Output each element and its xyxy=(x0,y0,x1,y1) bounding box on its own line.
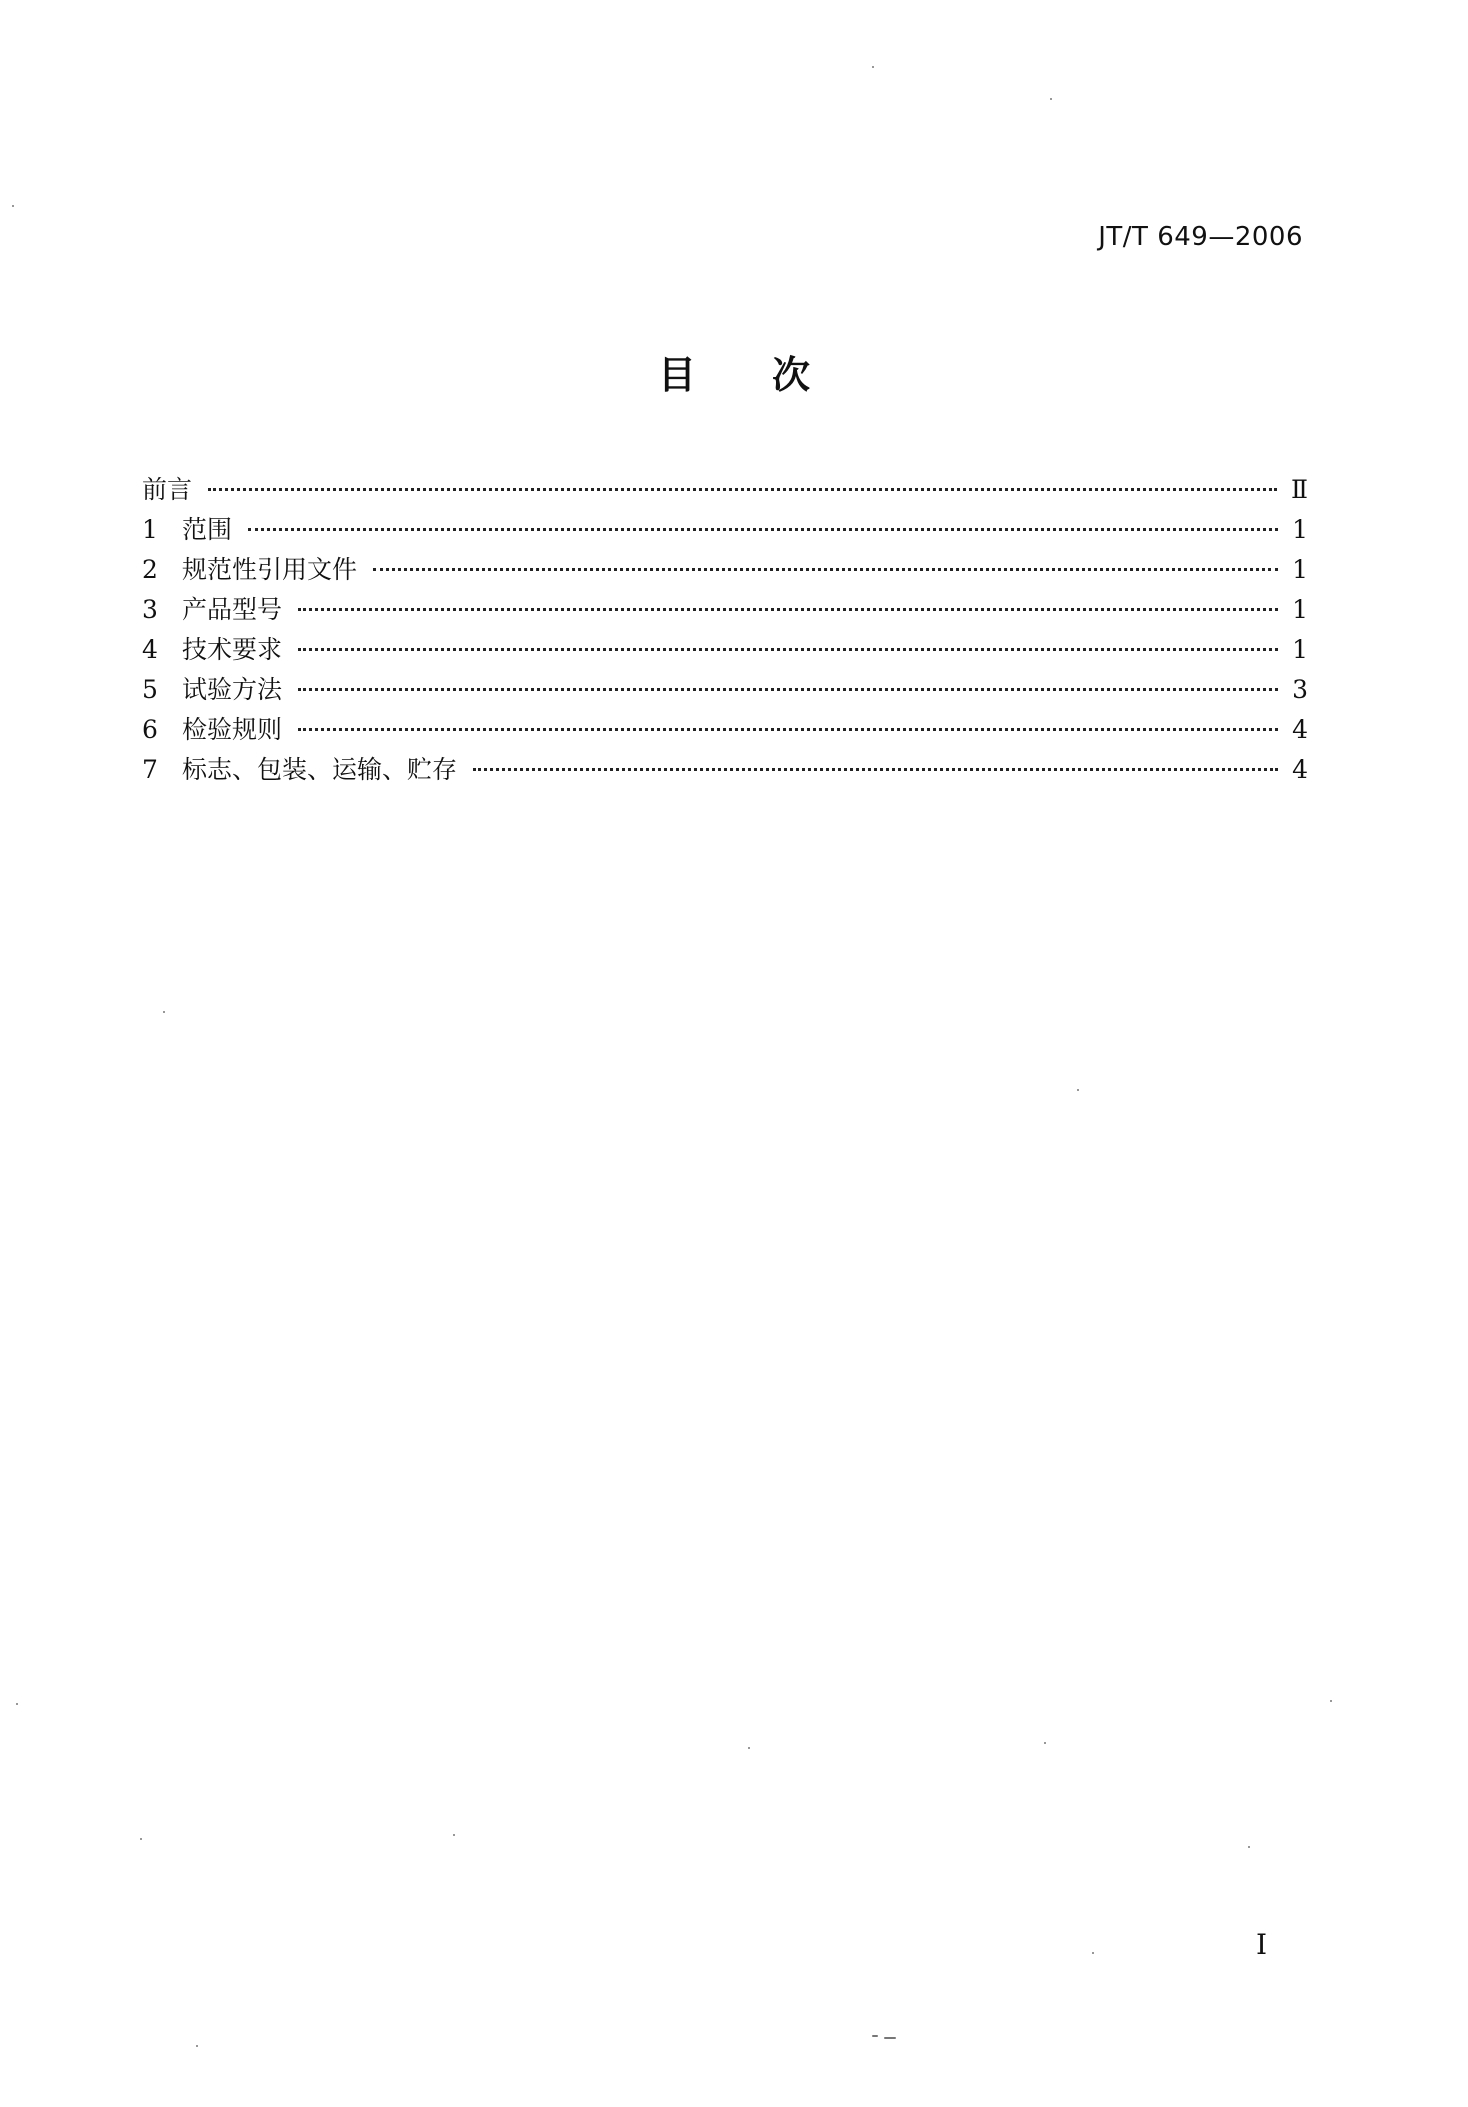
toc-entry-marking-packaging[interactable] xyxy=(142,750,1308,790)
toc-entry-number: 5 xyxy=(142,675,158,704)
toc-entry-label: 试验方法 xyxy=(182,675,283,704)
toc-entry-label: 检验规则 xyxy=(182,715,283,744)
toc-entry-label: 规范性引用文件 xyxy=(182,555,358,584)
toc-entry-page: 3 xyxy=(1292,675,1308,704)
table-of-contents xyxy=(142,470,1308,790)
scan-speck xyxy=(872,2035,878,2037)
scan-speck xyxy=(1330,1700,1332,1702)
toc-title-char: 目 xyxy=(657,353,696,397)
toc-entry-label: 范围 xyxy=(182,515,233,544)
toc-leader-dots xyxy=(248,528,1278,531)
toc-entry-product-model[interactable] xyxy=(142,590,1308,630)
scan-speck xyxy=(196,2045,198,2047)
toc-title-char: 次 xyxy=(772,353,811,397)
toc-entry-technical-requirements[interactable] xyxy=(142,630,1308,670)
scan-speck xyxy=(748,1747,750,1749)
standard-code: JT/T 649—2006 xyxy=(1098,222,1303,252)
toc-entry-number: 7 xyxy=(142,755,158,784)
toc-entry-test-methods[interactable] xyxy=(142,670,1308,710)
scan-speck xyxy=(884,2037,896,2039)
toc-entry-label: 技术要求 xyxy=(182,635,283,664)
toc-entry-foreword[interactable] xyxy=(142,470,1308,510)
toc-entry-number: 6 xyxy=(142,715,158,744)
toc-entry-inspection-rules[interactable] xyxy=(142,710,1308,750)
toc-leader-dots xyxy=(298,688,1278,691)
scan-speck xyxy=(12,205,14,207)
toc-leader-dots xyxy=(373,568,1278,571)
toc-entry-page: 1 xyxy=(1292,555,1308,584)
scan-speck xyxy=(1050,98,1052,100)
toc-entry-page: Ⅱ xyxy=(1291,475,1308,504)
scan-speck xyxy=(140,1838,142,1840)
toc-leader-dots xyxy=(298,648,1278,651)
scan-speck xyxy=(1248,1846,1250,1848)
toc-entry-number: 1 xyxy=(142,515,158,544)
toc-leader-dots xyxy=(473,768,1278,771)
page-number: Ⅰ xyxy=(1256,1928,1268,1961)
scan-speck xyxy=(1077,1089,1079,1091)
toc-entry-label: 标志、包装、运输、贮存 xyxy=(182,755,458,784)
scan-speck xyxy=(453,1834,455,1836)
scan-speck xyxy=(1092,1952,1094,1954)
scan-speck xyxy=(1044,1742,1046,1744)
toc-leader-dots xyxy=(298,728,1278,731)
toc-entry-number: 3 xyxy=(142,595,158,624)
toc-entry-page: 4 xyxy=(1292,715,1308,744)
toc-entry-page: 1 xyxy=(1292,595,1308,624)
toc-entry-page: 4 xyxy=(1292,755,1308,784)
scan-speck xyxy=(16,1703,18,1705)
toc-entry-page: 1 xyxy=(1292,515,1308,544)
toc-entry-number: 4 xyxy=(142,635,158,664)
toc-entry-scope[interactable] xyxy=(142,510,1308,550)
toc-entry-number: 2 xyxy=(142,555,158,584)
toc-entry-normative-references[interactable] xyxy=(142,550,1308,590)
toc-entry-label: 产品型号 xyxy=(182,595,283,624)
toc-title xyxy=(0,344,1468,399)
toc-leader-dots xyxy=(298,608,1278,611)
scan-speck xyxy=(872,66,874,68)
toc-entry-page: 1 xyxy=(1292,635,1308,664)
scan-speck xyxy=(163,1011,165,1013)
toc-leader-dots xyxy=(208,488,1277,491)
toc-entry-label: 前言 xyxy=(142,475,193,504)
